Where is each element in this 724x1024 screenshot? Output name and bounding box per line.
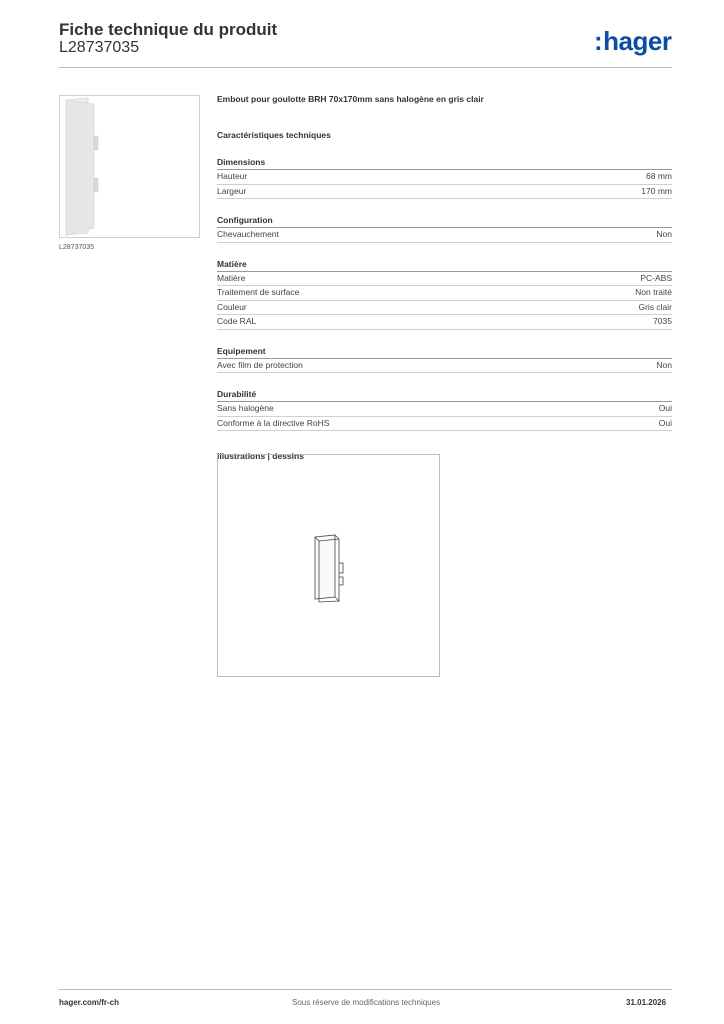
- spec-section: [217, 389, 672, 431]
- spec-section: [217, 215, 672, 243]
- section-title: Matière: [217, 259, 672, 272]
- product-thumbnail: [59, 95, 200, 238]
- spec-value: Oui: [658, 403, 672, 413]
- spec-section: [217, 346, 672, 374]
- spec-label: Largeur: [217, 185, 247, 196]
- spec-label: Conforme à la directive RoHS: [217, 417, 330, 428]
- footer-notice: Sous réserve de modifications techniques: [292, 998, 441, 1007]
- hager-logo: :hager: [594, 26, 672, 56]
- spec-row: [217, 315, 672, 330]
- spec-section: [217, 157, 672, 199]
- product-description: Embout pour goulotte BRH 70x170mm sans halogène en gris clair: [217, 94, 484, 104]
- spec-label: Couleur: [217, 301, 247, 312]
- section-title: Configuration: [217, 215, 672, 228]
- spec-sections: [217, 157, 672, 431]
- footer-date: 31.01.2026: [626, 998, 667, 1007]
- spec-row: [217, 286, 672, 301]
- spec-label: Traitement de surface: [217, 287, 300, 297]
- spec-row: [217, 359, 672, 374]
- spec-label: Matière: [217, 272, 246, 283]
- illustrations-title: Illustrations | dessins: [217, 451, 304, 461]
- spec-row: [217, 301, 672, 316]
- spec-value: Non: [656, 359, 672, 370]
- spec-value: 170 mm: [641, 185, 672, 196]
- spec-label: Sans halogène: [217, 403, 274, 413]
- spec-section: [217, 259, 672, 330]
- spec-row: [217, 185, 672, 200]
- spec-label: Chevauchement: [217, 229, 279, 239]
- logo-text: hager: [603, 26, 672, 56]
- spec-value: Gris clair: [638, 301, 672, 312]
- spec-value: 68 mm: [646, 171, 672, 181]
- product-photo-icon: [60, 96, 199, 237]
- end-cap-drawing-icon: [218, 455, 439, 676]
- tech-characteristics-title: Caractéristiques techniques: [217, 130, 331, 140]
- spec-row: [217, 417, 672, 432]
- spec-label: Avec film de protection: [217, 359, 303, 370]
- section-title: Durabilité: [217, 389, 672, 402]
- product-reference: L28737035: [59, 39, 140, 56]
- spec-row: [217, 402, 672, 417]
- spec-value: Non: [656, 229, 672, 239]
- spec-value: Non traité: [635, 287, 672, 297]
- section-title: Dimensions: [217, 157, 672, 170]
- section-title: Equipement: [217, 346, 672, 359]
- page-title: Fiche technique du produit: [59, 20, 278, 39]
- thumbnail-caption: L28737035: [59, 244, 95, 251]
- spec-value: 7035: [653, 316, 672, 326]
- spec-row: [217, 228, 672, 243]
- spec-value: Oui: [658, 417, 672, 428]
- spec-row: [217, 272, 672, 287]
- footer-divider: [59, 989, 672, 990]
- spec-label: Code RAL: [217, 316, 257, 326]
- technical-drawing: [217, 454, 440, 677]
- header-divider: [59, 67, 672, 68]
- spec-row: [217, 170, 672, 185]
- specifications: [217, 94, 672, 461]
- footer-website: hager.com/fr-ch: [59, 998, 120, 1007]
- spec-label: Hauteur: [217, 171, 248, 181]
- spec-value: PC-ABS: [640, 272, 672, 283]
